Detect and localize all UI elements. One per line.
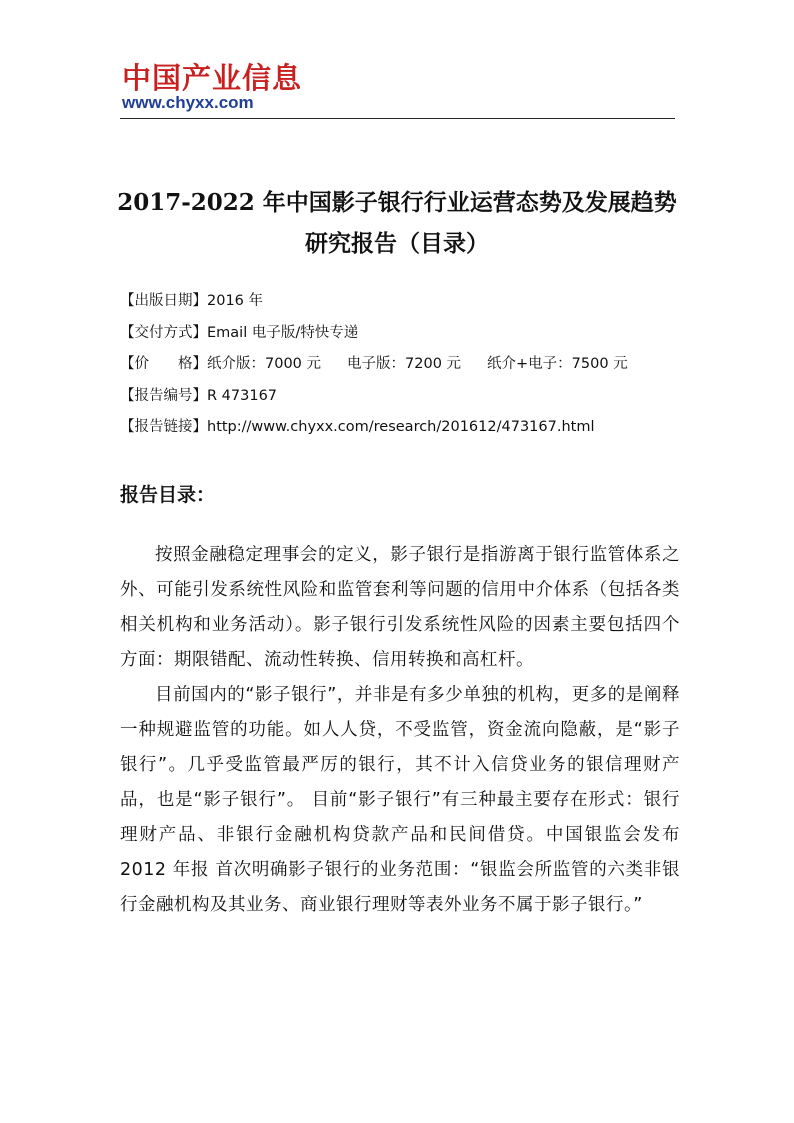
meta-value: R 473167: [207, 387, 278, 404]
logo-url: www.chyxx.com: [122, 93, 254, 112]
document-title: 2017-2022 年中国影子银行行业运营态势及发展趋势研究报告（目录）: [117, 189, 677, 257]
report-link[interactable]: http://www.chyxx.com/research/201612/473167.html: [207, 419, 595, 435]
meta-label: 【报告链接】: [120, 419, 207, 435]
body-text: [120, 538, 680, 923]
report-meta: [120, 286, 680, 444]
meta-label: 【交付方式】: [120, 324, 207, 341]
price-paper: 纸介版：7000 元: [207, 356, 322, 372]
meta-report-link: [120, 412, 680, 444]
meta-price: [120, 349, 680, 381]
price-combo: 纸介+电子：7500 元: [487, 356, 628, 372]
meta-value: Email 电子版/特快专递: [207, 324, 359, 341]
meta-publish-date: [120, 286, 680, 318]
meta-report-number: [120, 381, 680, 413]
price-electronic: 电子版：7200 元: [347, 356, 462, 372]
meta-delivery: [120, 318, 680, 350]
meta-label: 【报告编号】: [120, 387, 207, 404]
logo-chinese: 中国产业信息: [122, 61, 303, 95]
toc-heading: 报告目录：: [120, 484, 216, 506]
meta-value: 2016 年: [207, 293, 264, 309]
paragraph: 目前国内的“影子银行”，并非是有多少单独的机构，更多的是阐释一种规避监管的功能。如人人贷，不受监管，资金流向隐蔽，是“影子银行”。几乎受监管最严厉的银行，其不计入信贷业务的银信理财产品，也是“影子银行”。 目前“影子银行”有三种最主要存在形式：银行理财产品、非银行金融机构贷款产品和民间借贷。中国银监会发布 2012 年报 首次明确影子银行的业务范围：“银监会所监管的六类非银行金融机构及其业务、商业银行理财等表外业务不属于影子银行。”: [120, 685, 680, 915]
meta-label: 【价 格】: [120, 356, 207, 372]
paragraph: 按照金融稳定理事会的定义，影子银行是指游离于银行监管体系之外、可能引发系统性风险和监管套利等问题的信用中介体系（包括各类相关机构和业务活动）。影子银行引发系统性风险的因素主要包括四个方面：期限错配、流动性转换、信用转换和高杠杆。: [120, 545, 680, 670]
meta-label: 【出版日期】: [120, 293, 207, 309]
header-divider: [120, 118, 675, 119]
